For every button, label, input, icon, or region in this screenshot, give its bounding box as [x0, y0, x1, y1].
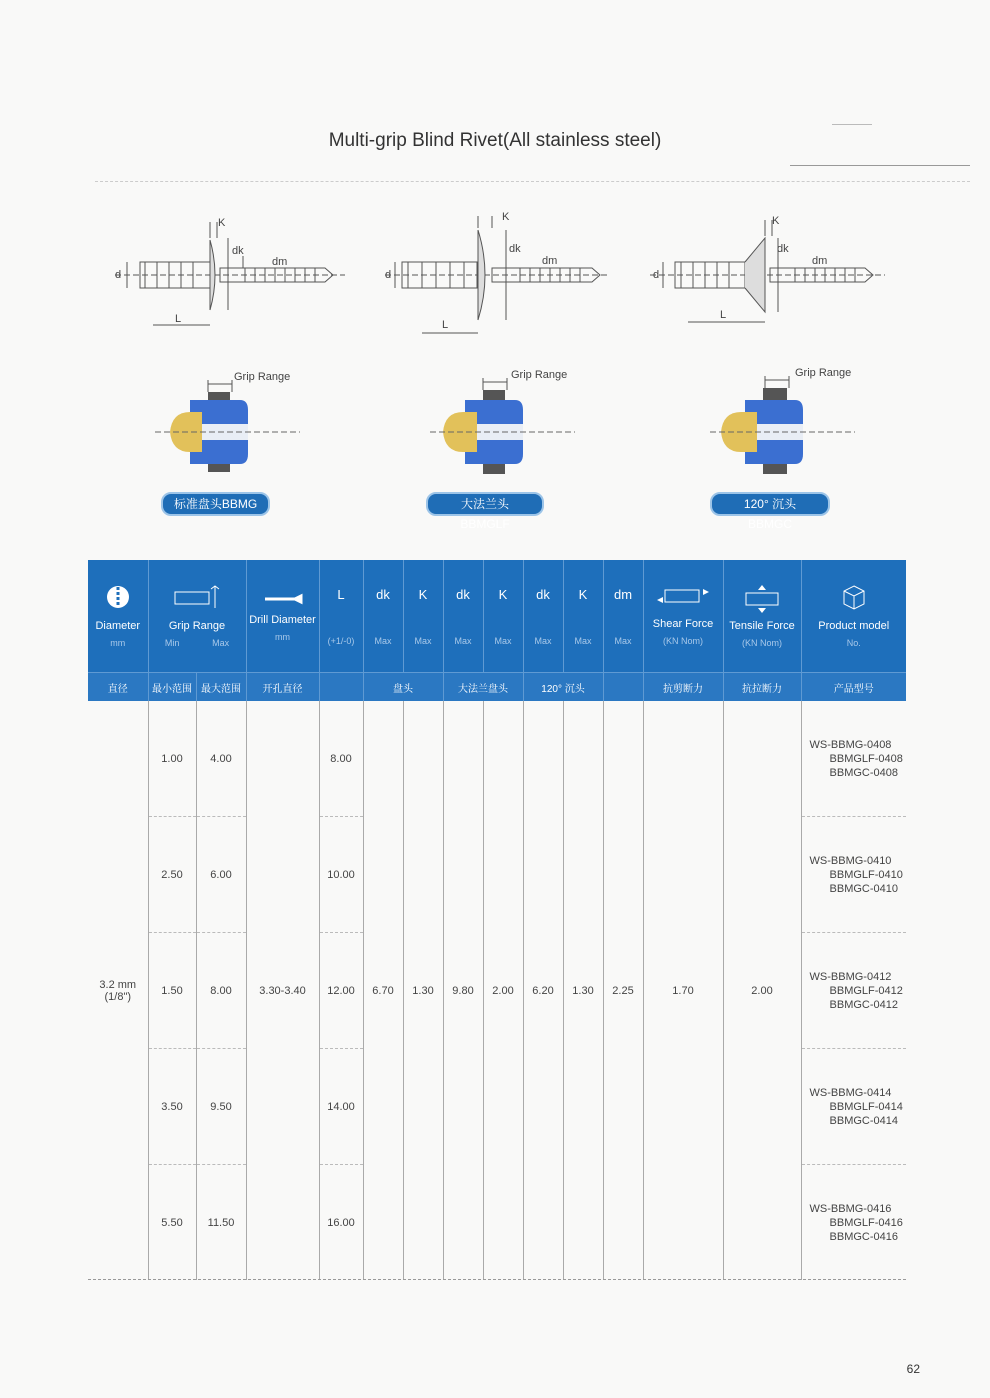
section-view-large-flange	[425, 360, 585, 480]
cell-dm: 2.25	[603, 701, 643, 1280]
cell-model: WS-BBMG-0412 BBMGLF-0412 BBMGC-0412	[801, 933, 906, 1049]
tensile-force-icon	[742, 584, 782, 614]
cell-l: 10.00	[319, 817, 363, 933]
variant-label-countersunk: 120° 沉头BBMGC	[710, 492, 830, 516]
label-l: L	[175, 313, 182, 325]
cell-grip-max: 6.00	[196, 817, 246, 933]
header-k-3: K Max	[563, 560, 603, 673]
cell-grip-min: 5.50	[148, 1165, 196, 1281]
rivet-drawing-standard	[105, 210, 355, 340]
cell-grip-min: 1.00	[148, 701, 196, 817]
label-dm: dm	[272, 256, 288, 268]
label-l: L	[442, 319, 449, 331]
label-d: d	[385, 269, 392, 281]
header-dk-3: dk Max	[523, 560, 563, 673]
header-dk-2: dk Max	[443, 560, 483, 673]
label-dk: dk	[777, 243, 789, 255]
page-number: 62	[906, 1362, 920, 1376]
header-grip-range: Grip Range Min Max	[148, 560, 246, 673]
cell-model: WS-BBMG-0414 BBMGLF-0414 BBMGC-0414	[801, 1049, 906, 1165]
cell-grip-max: 11.50	[196, 1165, 246, 1281]
cell-k-1: 1.30	[403, 701, 443, 1280]
box-icon	[841, 584, 867, 612]
cell-model: WS-BBMG-0410 BBMGLF-0410 BBMGC-0410	[801, 817, 906, 933]
label-dk: dk	[232, 245, 244, 257]
section-view-standard	[150, 360, 310, 480]
cell-model: WS-BBMG-0408 BBMGLF-0408 BBMGC-0408	[801, 701, 906, 817]
section-view-countersunk	[705, 360, 865, 480]
header-l: L (+1/-0)	[319, 560, 363, 673]
header-dk-1: dk Max	[363, 560, 403, 673]
cell-k-3: 1.30	[563, 701, 603, 1280]
rivet-drawing-large-flange	[380, 210, 630, 340]
cell-k-2: 2.00	[483, 701, 523, 1280]
label-dk: dk	[509, 243, 521, 255]
label-dm: dm	[812, 255, 828, 267]
header-shear-force: Shear Force (KN Nom)	[643, 560, 723, 673]
cn-label-l	[319, 673, 363, 702]
title-divider	[95, 181, 970, 182]
cell-grip-min: 2.50	[148, 817, 196, 933]
rivet-drawing-countersunk	[645, 210, 895, 340]
cell-model: WS-BBMG-0416 BBMGLF-0416 BBMGC-0416	[801, 1165, 906, 1281]
cn-label-drill: 开孔直径	[246, 673, 319, 702]
diameter-icon	[105, 584, 131, 610]
cell-grip-max: 4.00	[196, 701, 246, 817]
cell-grip-min: 3.50	[148, 1049, 196, 1165]
label-d: d	[653, 269, 660, 281]
cn-label-max: 最大范围	[196, 673, 246, 702]
table-header-cn-row	[88, 673, 906, 702]
header-k-1: K Max	[403, 560, 443, 673]
label-d: d	[115, 269, 122, 281]
cn-label-tensile: 抗拉断力	[723, 673, 801, 702]
table-bottom-rule	[88, 1279, 906, 1280]
header-product-model: Product model No.	[801, 560, 906, 673]
grip-range-label: Grip Range	[234, 371, 291, 383]
cell-dk-3: 6.20	[523, 701, 563, 1280]
spec-table	[88, 560, 906, 1280]
header-diameter: Diameter mm	[88, 560, 148, 673]
cell-grip-max: 8.00	[196, 933, 246, 1049]
cell-grip-min: 1.50	[148, 933, 196, 1049]
variant-label-large-flange: 大法兰头BBMGLF	[426, 492, 544, 516]
cell-shear: 1.70	[643, 701, 723, 1280]
cn-label-model: 产品型号	[801, 673, 906, 702]
cell-l: 14.00	[319, 1049, 363, 1165]
cn-label-shear: 抗剪断力	[643, 673, 723, 702]
table-row	[88, 701, 906, 817]
cell-grip-max: 9.50	[196, 1049, 246, 1165]
cell-diameter: 3.2 mm (1/8")	[99, 978, 137, 1003]
shear-force-icon	[655, 586, 711, 606]
grip-range-label: Grip Range	[795, 367, 852, 379]
page-title: Multi-grip Blind Rivet(All stainless steel)	[328, 130, 662, 151]
cn-label-head-2: 大法兰盘头	[443, 673, 523, 702]
grip-range-icon	[171, 584, 223, 610]
header-tensile-force: Tensile Force (KN Nom)	[723, 560, 801, 673]
decorative-line	[832, 124, 872, 125]
cell-tensile: 2.00	[723, 701, 801, 1280]
header-drill-diameter: Drill Diameter mm	[246, 560, 319, 673]
grip-range-label: Grip Range	[511, 369, 568, 381]
label-l: L	[720, 309, 727, 321]
label-k: K	[218, 217, 226, 229]
cell-l: 12.00	[319, 933, 363, 1049]
table-header-row	[88, 560, 906, 673]
cn-label-head-1: 盘头	[363, 673, 443, 702]
drill-icon	[263, 591, 303, 607]
cell-dk-2: 9.80	[443, 701, 483, 1280]
cell-drill: 3.30-3.40	[246, 701, 319, 1280]
decorative-line	[790, 165, 970, 166]
variant-label-standard: 标准盘头BBMG	[161, 492, 270, 516]
label-dm: dm	[542, 255, 558, 267]
cn-label-head-3: 120° 沉头	[523, 673, 603, 702]
cn-label-min: 最小范围	[148, 673, 196, 702]
cell-l: 16.00	[319, 1165, 363, 1281]
header-dm: dm Max	[603, 560, 643, 673]
cell-l: 8.00	[319, 701, 363, 817]
cell-dk-1: 6.70	[363, 701, 403, 1280]
cn-label-diameter: 直径	[88, 673, 148, 702]
label-k: K	[772, 215, 780, 227]
cn-label-dm	[603, 673, 643, 702]
label-k: K	[502, 211, 510, 223]
header-k-2: K Max	[483, 560, 523, 673]
